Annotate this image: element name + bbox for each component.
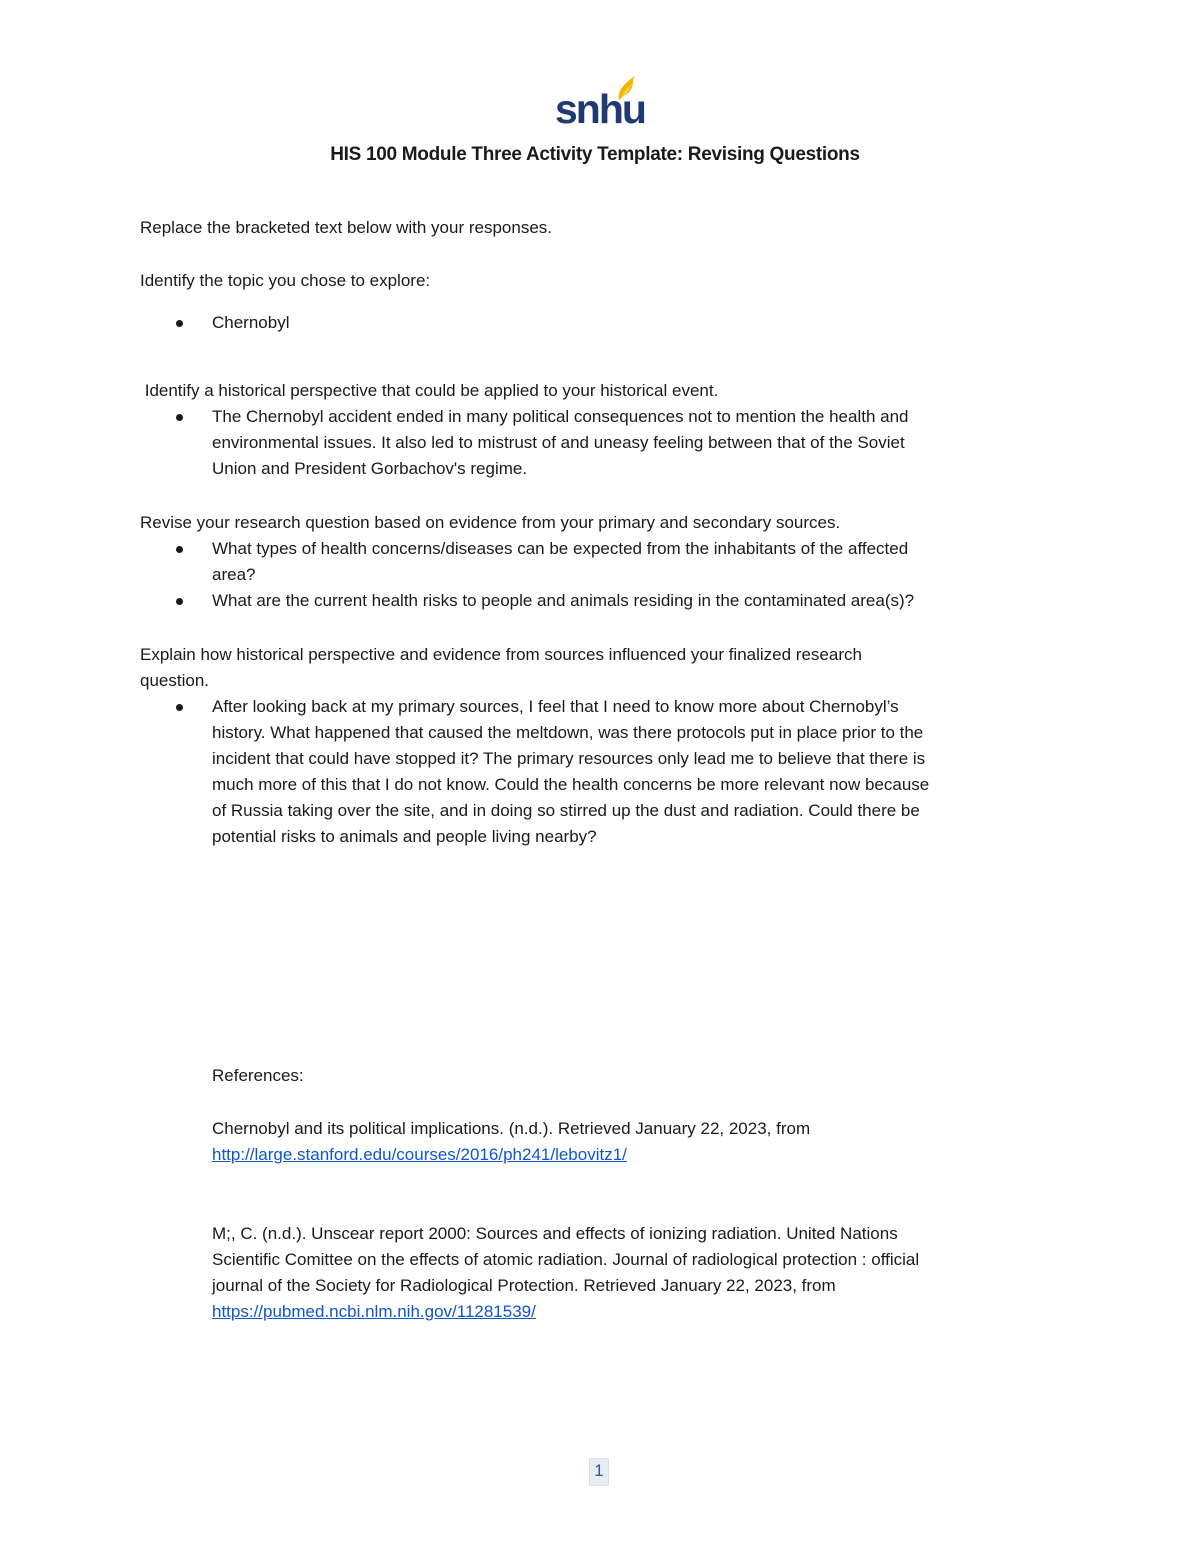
revise-bullet-list [174,536,914,614]
bullet-icon [176,598,183,605]
revise-prompt: Revise your research question based on evidence from your primary and secondary sources. [140,513,841,532]
topic-bullet-list [174,310,290,336]
bullet-icon [176,704,183,711]
explain-bullet-list [174,694,929,850]
bullet-icon [176,546,183,553]
references-heading: References: [212,1066,304,1085]
document-title: HIS 100 Module Three Activity Template: Revising Questions [330,144,860,165]
list-item: After looking back at my primary sources, I feel that I need to know more about Chernobyl’s history. What happened that caused the meltdown, was there protocols put in place prior to the incident that could have stopped it? The primary resources only lead me to believe that there is much more of this that I do not know. Could the health concerns be more relevant now because of Russia taking over the site, and in doing so stirred up the dust and radiation. Could there be potential risks to animals and people living nearby? [174,694,929,850]
list-item: The Chernobyl accident ended in many political consequences not to mention the health and environmental issues. It also led to mistrust of and uneasy feeling between that of the Soviet Union and President Gorbachov's regime. [174,404,909,482]
topic-prompt: Identify the topic you chose to explore: [140,271,431,290]
instruction-text: Replace the bracketed text below with your responses. [140,218,553,237]
perspective-prompt: Identify a historical perspective that could be applied to your historical event. [140,381,719,400]
perspective-bullet-list [174,404,909,482]
list-item: What types of health concerns/diseases can be expected from the inhabitants of the affected area? [174,536,914,588]
logo-text: snhu [555,86,645,132]
list-item: What are the current health risks to people and animals residing in the contaminated area(s)? [174,588,914,614]
reference-entry-1: Chernobyl and its political implications. (n.d.). Retrieved January 22, 2023, from http://large.stanford.edu/courses/2016/ph241/lebovitz1/ [212,1119,811,1164]
list-item: Chernobyl [174,310,290,336]
reference-link-2[interactable]: https://pubmed.ncbi.nlm.nih.gov/11281539/ [212,1302,536,1321]
explain-prompt: Explain how historical perspective and evidence from sources influenced your finalized research question. [140,645,862,690]
bullet-icon [176,320,183,327]
snhu-logo [555,74,645,132]
reference-entry-2: M;, C. (n.d.). Unscear report 2000: Sources and effects of ionizing radiation. United Nations Scientific Comittee on the effects of atomic radiation. Journal of radiological protection : official journal of the Society for Radiological Protection. Retrieved January 22, 2023, from https://pubmed.ncbi.nlm.nih.gov/11281539/ [212,1224,920,1321]
bullet-icon [176,414,183,421]
page-number: 1 [594,1461,604,1480]
reference-link-1[interactable]: http://large.stanford.edu/courses/2016/ph241/lebovitz1/ [212,1145,627,1164]
